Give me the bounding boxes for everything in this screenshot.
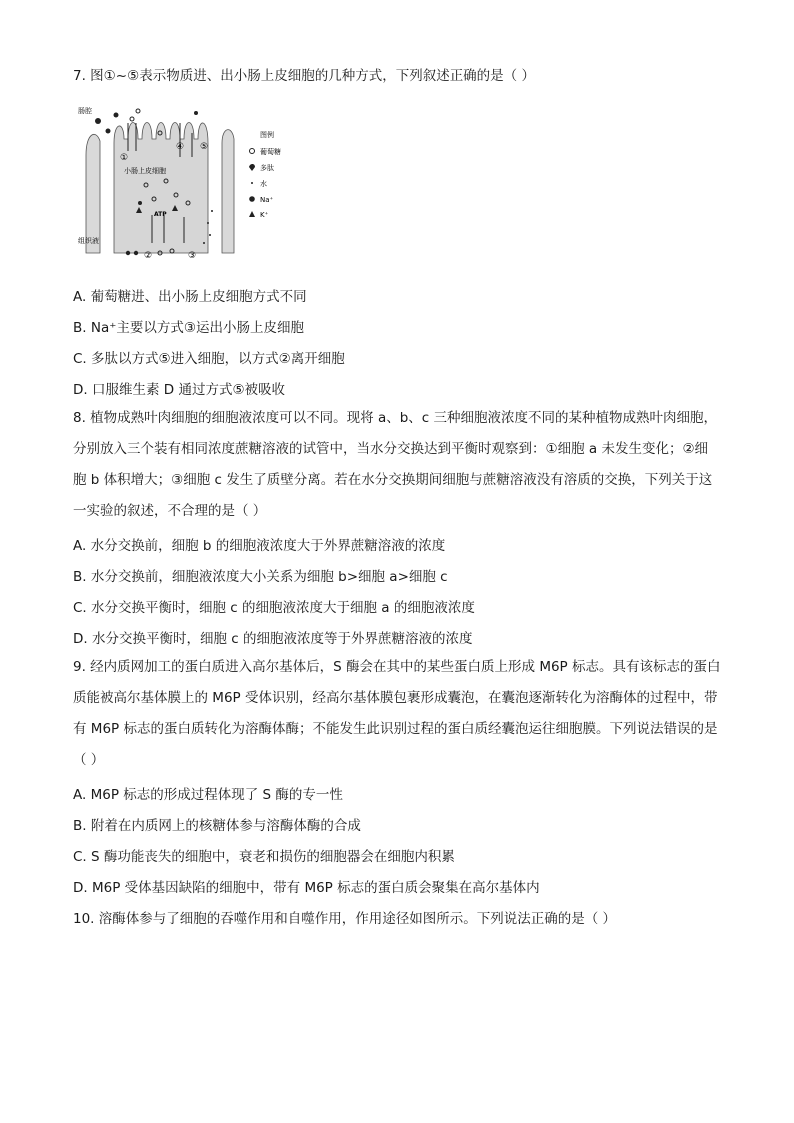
q9-option-d: D. M6P 受体基因缺陷的细胞中，带有 M6P 标志的蛋白质会聚集在高尔基体内 [73,880,540,896]
marker-3: ③ [188,251,197,261]
legend-title: 图例 [260,131,274,139]
q8-option-a: A. 水分交换前，细胞 b 的细胞液浓度大于外界蔗糖溶液的浓度 [73,538,446,554]
q7-stem: 7. 图①~⑤表示物质进、出小肠上皮细胞的几种方式，下列叙述正确的是（ ） [73,68,535,84]
legend-glucose: 葡萄糖 [260,148,281,156]
q8-option-d: D. 水分交换平衡时，细胞 c 的细胞液浓度等于外界蔗糖溶液的浓度 [73,631,473,647]
legend-na: Na⁺ [260,196,274,204]
q9-option-a: A. M6P 标志的形成过程体现了 S 酶的专一性 [73,787,343,803]
legend-teardrop-icon [249,164,255,171]
legend-peptide: 多肽 [260,164,274,172]
q8-option-b: B. 水分交换前，细胞液浓度大小关系为细胞 b>细胞 a>细胞 c [73,569,448,585]
q7-figure-diagram [76,103,288,263]
q7-option-c: C. 多肽以方式⑤进入细胞，以方式②离开细胞 [73,351,345,367]
marker-1: ① [120,153,129,163]
q10-stem: 10. 溶酶体参与了细胞的吞噬作用和自噬作用，作用途径如图所示。下列说法正确的是（ ） [73,911,617,927]
q9-option-b: B. 附着在内质网上的核糖体参与溶酶体酶的合成 [73,818,361,834]
legend-triangle-icon [249,211,255,217]
marker-5: ⑤ [200,142,209,152]
q9-stem: 9. 经内质网加工的蛋白质进入高尔基体后，S 酶会在其中的某些蛋白质上形成 M6P 标志。具有该标志的蛋白质能被高尔基体膜上的 M6P 受体识别，经高尔基体膜包裹形成囊泡，在囊泡逐渐转化为溶酶体的过程中，带有 M6P 标志的蛋白质转化为溶酶体酶；不能发生此识别过程的蛋白质经囊泡运往细胞膜。下列说法错误的是（ ） [73,659,721,768]
q9-option-c: C. S 酶功能丧失的细胞中，衰老和损伤的细胞器会在细胞内积累 [73,849,455,865]
q7-option-a: A. 葡萄糖进、出小肠上皮细胞方式不同 [73,289,307,305]
q7-option-b: B. Na⁺主要以方式③运出小肠上皮细胞 [73,320,304,336]
legend-k: K⁺ [260,211,269,219]
intestinal-cell-shape [86,134,100,253]
legend-water: 水 [260,180,267,188]
q7-option-d: D. 口服维生素 D 通过方式⑤被吸收 [73,382,286,398]
label-cell: 小肠上皮细胞 [124,167,166,175]
label-lumen: 肠腔 [78,107,92,115]
label-tissue: 组织液 [78,237,99,245]
q8-option-c: C. 水分交换平衡时，细胞 c 的细胞液浓度大于细胞 a 的细胞液浓度 [73,600,475,616]
legend-filled-circle-icon [249,196,255,202]
legend-open-circle-icon [250,149,255,154]
marker-4: ④ [176,142,185,152]
q8-stem: 8. 植物成熟叶肉细胞的细胞液浓度可以不同。现将 a、b、c 三种细胞液浓度不同的某种植物成熟叶肉细胞，分别放入三个装有相同浓度蔗糖溶液的试管中，当水分交换达到平衡时观察到：①细胞 a 未发生变化；②细胞 b 体积增大；③细胞 c 发生了质壁分离。若在水分交换期间细胞与蔗糖溶液没有溶质的交换，下列关于这一实验的叙述，不合理的是（ ） [73,410,718,519]
legend-small-dot-icon [251,182,253,184]
label-atp: ATP [154,211,167,218]
marker-2: ② [144,251,153,261]
